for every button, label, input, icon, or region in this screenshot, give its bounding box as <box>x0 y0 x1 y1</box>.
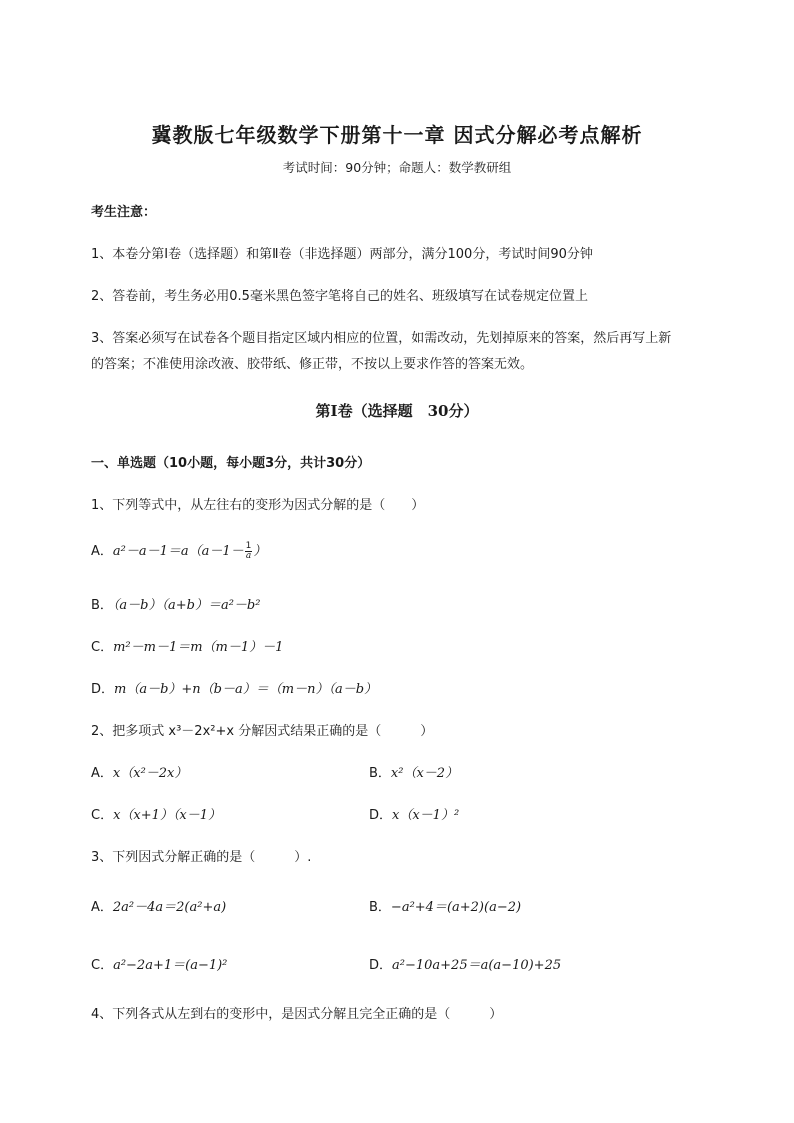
question-3-option-b[interactable] <box>369 896 521 915</box>
notice-heading: 考生注意： <box>91 205 157 220</box>
option-label: C． <box>91 958 114 973</box>
question-3-option-d[interactable] <box>369 954 561 973</box>
question-2-stem: 2、把多项式 x³－2x²+x 分解因式结果正确的是（ ） <box>91 724 434 739</box>
exam-info: 考试时间：90分钟；命题人：数学教研组 <box>282 160 512 175</box>
option-label: C． <box>91 808 114 823</box>
page-title: 冀教版七年级数学下册第十一章 因式分解必考点解析 <box>151 123 643 147</box>
question-1-option-d[interactable] <box>91 678 377 697</box>
option-label: B． <box>91 598 113 613</box>
notice-item-3-cont: 的答案；不准使用涂改液、胶带纸、修正带，不按以上要求作答的答案无效。 <box>91 357 534 372</box>
option-math: m²－m－1＝m（m－1）－1 <box>113 640 284 655</box>
question-3-option-c[interactable] <box>91 954 227 973</box>
question-1-option-c[interactable] <box>91 636 283 655</box>
option-math: x（x+1）（x－1） <box>113 808 222 823</box>
part-heading: 一、单选题（10小题，每小题3分，共计30分） <box>91 456 371 471</box>
question-3-stem: 3、下列因式分解正确的是（ ）. <box>91 850 312 865</box>
option-math: x²（x－2） <box>390 766 459 781</box>
question-4-stem: 4、下列各式从左到右的变形中，是因式分解且完全正确的是（ ） <box>91 1007 503 1022</box>
notice-item-1: 1、本卷分第I卷（选择题）和第Ⅱ卷（非选择题）两部分，满分100分，考试时间90分钟 <box>91 247 593 262</box>
option-label: C． <box>91 640 114 655</box>
option-math: x（x²－2x） <box>112 766 188 781</box>
option-math: a²−2a+1＝(a−1)² <box>113 958 228 973</box>
fraction-numerator: 1 <box>245 541 252 551</box>
question-1-option-a[interactable] <box>91 540 266 561</box>
option-label: A． <box>91 900 113 915</box>
question-2-option-b[interactable] <box>369 762 458 781</box>
question-1-stem: 1、下列等式中，从左往右的变形为因式分解的是（ ） <box>91 498 425 513</box>
option-label: D． <box>91 682 115 697</box>
option-math: x（x－1）² <box>392 808 460 823</box>
question-2-option-c[interactable] <box>91 804 221 823</box>
fraction-denominator: a <box>245 551 252 561</box>
option-math: （a－b）（a+b）＝a²－b² <box>112 598 261 613</box>
question-2-option-a[interactable] <box>91 762 187 781</box>
option-math: a²－a－1＝a（a－1－ <box>112 544 244 559</box>
question-3-option-a[interactable] <box>91 896 226 915</box>
option-label: A． <box>91 544 113 559</box>
question-2-option-d[interactable] <box>369 804 459 823</box>
notice-item-2: 2、答卷前，考生务必用0.5毫米黑色签字笔将自己的姓名、班级填写在试卷规定位置上 <box>91 289 588 304</box>
option-label: B． <box>369 900 391 915</box>
option-label: D． <box>369 808 393 823</box>
notice-item-3: 3、答案必须写在试卷各个题目指定区域内相应的位置，如需改动，先划掉原来的答案，然后再写上新 <box>91 331 672 346</box>
option-math: a²−10a+25＝a(a−10)+25 <box>392 958 562 973</box>
section-title: 第I卷（选择题 30分） <box>315 402 479 420</box>
fraction <box>245 542 253 561</box>
option-math: m（a－b）+n（b－a）＝（m－n）（a－b） <box>114 682 378 697</box>
option-label: B． <box>369 766 391 781</box>
option-label: D． <box>369 958 393 973</box>
option-math: 2a²－4a＝2(a²+a) <box>112 900 227 915</box>
option-math: −a²+4＝(a+2)(a−2) <box>390 900 522 915</box>
option-math-close: ） <box>253 544 267 559</box>
option-label: A． <box>91 766 113 781</box>
question-1-option-b[interactable] <box>91 594 260 613</box>
